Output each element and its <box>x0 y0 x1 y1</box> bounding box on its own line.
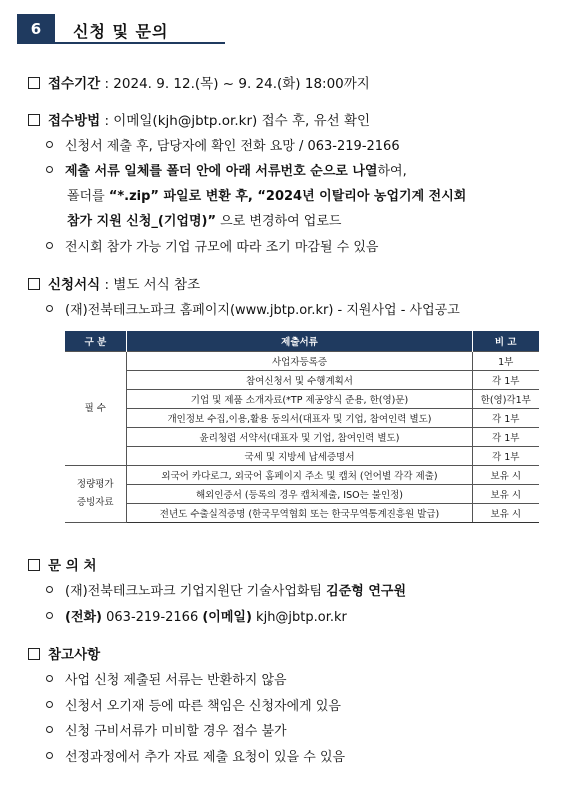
method-item-2-line-3 <box>67 213 341 231</box>
header-documents: 제출서류 <box>127 331 473 352</box>
notes-label: 참고사항 <box>48 647 101 663</box>
section-number: 6 <box>17 14 55 44</box>
method-item-2 <box>46 163 407 181</box>
group-required: 필 수 <box>65 352 127 466</box>
circle-bullet-icon <box>46 242 53 249</box>
form-text: : 별도 서식 참조 <box>100 277 201 293</box>
contact-phone: 063-219-2166 <box>102 610 203 625</box>
notes-item-text: 사업 신청 제출된 서류는 반환하지 않음 <box>65 673 287 688</box>
period-text: : 2024. 9. 12.(목) ~ 9. 24.(화) 18:00까지 <box>100 76 370 92</box>
form-label: 신청서식 <box>48 277 101 293</box>
table-row <box>65 466 539 485</box>
contact-email-label: (이메일) <box>202 610 252 625</box>
contact-item-2 <box>46 609 347 627</box>
method-item-2-text-2: 폴더를 <box>67 189 109 204</box>
table-cell: 한(영)각1부 <box>473 390 539 409</box>
method-text: : 이메일(kjh@jbtp.or.kr) 접수 후, 유선 확인 <box>100 113 371 129</box>
table-row <box>65 428 539 447</box>
notes-item-3 <box>46 723 287 741</box>
table-cell: 각 1부 <box>473 428 539 447</box>
contact-item-1 <box>46 583 406 601</box>
table-row <box>65 390 539 409</box>
header-category: 구 분 <box>65 331 127 352</box>
contact-org: (재)전북테크노파크 기업지원단 기술사업화팀 <box>65 584 327 599</box>
circle-bullet-icon <box>46 701 53 708</box>
circle-bullet-icon <box>46 586 53 593</box>
circle-bullet-icon <box>46 675 53 682</box>
table-cell: 윤리청렴 서약서(대표자 및 기업, 참여인력 별도) <box>127 428 473 447</box>
square-bullet-icon <box>28 77 40 89</box>
form-item-text: (재)전북테크노파크 홈페이지(www.jbtp.or.kr) - 지원사업 - 사업공고 <box>65 303 460 318</box>
header-note: 비 고 <box>473 331 539 352</box>
method-item-1 <box>46 138 400 156</box>
notes-item-1 <box>46 672 287 690</box>
contact-email: kjh@jbtp.or.kr <box>251 610 347 625</box>
table-cell: 보유 시 <box>473 485 539 504</box>
circle-bullet-icon <box>46 726 53 733</box>
group-optional-line-2: 증빙자료 <box>76 497 114 508</box>
table-cell: 각 1부 <box>473 371 539 390</box>
method-item-3 <box>46 239 378 257</box>
method-item-2-bold-3: 참가 지원 신청_(기업명)” <box>67 214 217 229</box>
group-optional <box>65 466 127 523</box>
table-cell: 개인정보 수집,이용,활용 동의서(대표자 및 기업, 참여인력 별도) <box>127 409 473 428</box>
table-cell: 보유 시 <box>473 466 539 485</box>
contact-person: 김준형 연구원 <box>326 584 407 599</box>
method-item-1-text: 신청서 제출 후, 담당자에 확인 전화 요망 / 063-219-2166 <box>65 139 400 154</box>
table-cell: 1부 <box>473 352 539 371</box>
circle-bullet-icon <box>46 752 53 759</box>
circle-bullet-icon <box>46 166 53 173</box>
table-row <box>65 447 539 466</box>
method-item-2-text: 하여, <box>377 164 407 179</box>
period-label: 접수기간 <box>48 76 101 92</box>
square-bullet-icon <box>28 114 40 126</box>
form-item <box>46 302 460 320</box>
method-item-2-bold-2: “*.zip” 파일로 변환 후, “2024년 이탈리아 농업기계 전시회 <box>108 189 467 204</box>
contact-line <box>28 557 97 575</box>
notes-item-4 <box>46 749 345 767</box>
table-row <box>65 485 539 504</box>
contact-phone-label: (전화) <box>65 610 102 625</box>
period-line <box>28 75 370 93</box>
table-row <box>65 352 539 371</box>
notes-item-text: 선정과정에서 추가 자료 제출 요청이 있을 수 있음 <box>65 750 346 765</box>
header-underline <box>55 42 225 44</box>
table-cell: 보유 시 <box>473 504 539 523</box>
notes-item-text: 신청 구비서류가 미비할 경우 접수 불가 <box>65 724 287 739</box>
table-row <box>65 371 539 390</box>
table-cell: 외국어 카다로그, 외국어 홈페이지 주소 및 캡처 (언어별 각각 제출) <box>127 466 473 485</box>
square-bullet-icon <box>28 648 40 660</box>
table-row <box>65 504 539 523</box>
form-line <box>28 276 200 294</box>
notes-item-2 <box>46 698 341 716</box>
method-item-2-bold: 제출 서류 일체를 폴더 안에 아래 서류번호 순으로 나열 <box>65 164 378 179</box>
table-cell: 각 1부 <box>473 409 539 428</box>
notes-line <box>28 646 100 664</box>
square-bullet-icon <box>28 278 40 290</box>
documents-table <box>64 331 539 523</box>
method-item-3-text: 전시회 참가 가능 기업 규모에 따라 조기 마감될 수 있음 <box>65 240 379 255</box>
circle-bullet-icon <box>46 305 53 312</box>
square-bullet-icon <box>28 559 40 571</box>
method-label: 접수방법 <box>48 113 101 129</box>
table-cell: 해외인증서 (등록의 경우 캡처제출, ISO는 불인정) <box>127 485 473 504</box>
table-row <box>65 409 539 428</box>
notes-item-text: 신청서 오기재 등에 따른 책임은 신청자에게 있음 <box>65 699 341 714</box>
table-cell: 각 1부 <box>473 447 539 466</box>
section-title: 신청 및 문의 <box>73 22 169 41</box>
section-header <box>17 14 225 44</box>
table-header-row <box>65 331 539 352</box>
table-cell: 기업 및 제품 소개자료(*TP 제공양식 준용, 한(영)문) <box>127 390 473 409</box>
table-cell: 사업자등록증 <box>127 352 473 371</box>
table-cell: 전년도 수출실적증명 (한국무역협회 또는 한국무역통계진흥원 발급) <box>127 504 473 523</box>
method-item-2-line-2 <box>67 188 466 206</box>
circle-bullet-icon <box>46 141 53 148</box>
group-optional-line-1: 정량평가 <box>76 479 114 490</box>
table-cell: 참여신청서 및 수행계획서 <box>127 371 473 390</box>
method-item-2-text-3: 으로 변경하여 업로드 <box>216 214 342 229</box>
table-cell: 국세 및 지방세 납세증명서 <box>127 447 473 466</box>
circle-bullet-icon <box>46 612 53 619</box>
method-line <box>28 112 370 130</box>
contact-label: 문 의 처 <box>48 558 97 574</box>
